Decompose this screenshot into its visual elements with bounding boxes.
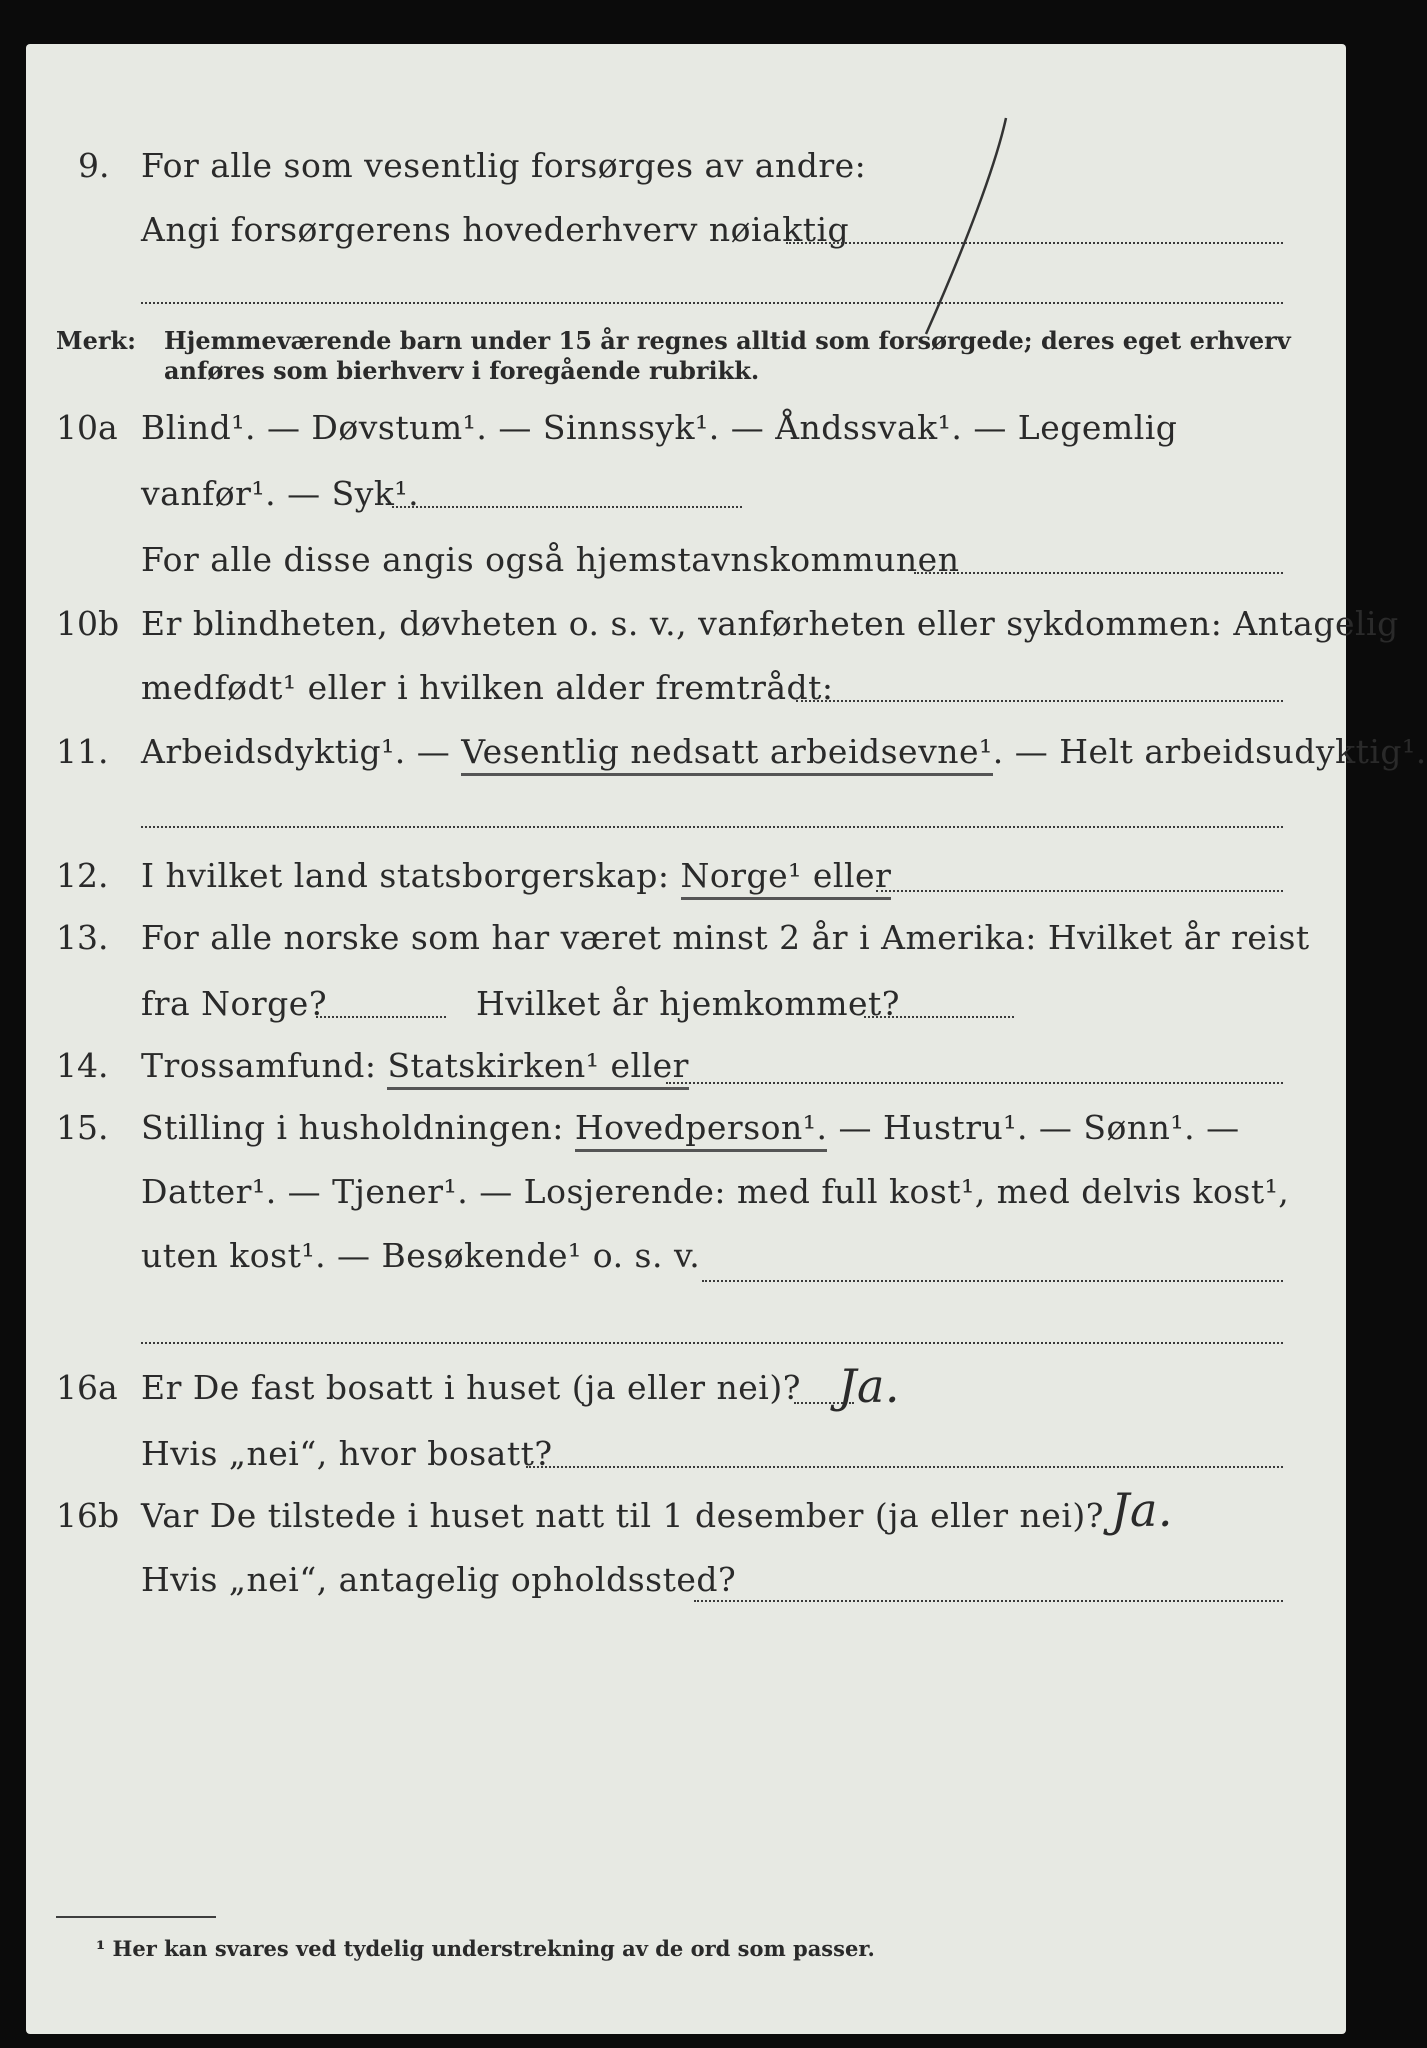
q15-number: 15. <box>56 1108 109 1147</box>
q13-reist-line <box>316 1016 446 1018</box>
q16a-line1: Er De fast bosatt i huset (ja eller nei)? <box>141 1368 801 1407</box>
q12-answer-line <box>876 890 1283 892</box>
q16b-line2: Hvis „nei“, antagelig opholdssted? <box>141 1560 737 1599</box>
q16a-line2: Hvis „nei“, hvor bosatt? <box>141 1434 553 1473</box>
q16a-handwritten-answer: Ja. <box>838 1359 900 1413</box>
merk-line2: anføres som bierhverv i foregående rubrikk. <box>164 356 760 385</box>
q16b-handwritten-answer: Ja. <box>1111 1483 1173 1537</box>
footnote-text: ¹ Her kan svares ved tydelig understrekning av de ord som passer. <box>96 1936 875 1961</box>
q15-line1 <box>141 1108 1240 1148</box>
q10b-line2: medfødt¹ eller i hvilken alder fremtrådt: <box>141 668 834 707</box>
q9-answer-line <box>786 242 1283 244</box>
q14-answer-line <box>666 1082 1283 1084</box>
q12-norge-underlined: Norge¹ eller <box>681 856 892 900</box>
q15-answer-line <box>702 1280 1283 1282</box>
form-page <box>26 44 1427 2034</box>
q15-answer-line-2 <box>141 1342 1283 1344</box>
q16b-line1: Var De tilstede i huset natt til 1 desember (ja eller nei)? <box>141 1496 1104 1535</box>
q16b-opholdssted-line <box>694 1600 1283 1602</box>
q13-number: 13. <box>56 918 109 957</box>
q9-line2: Angi forsørgerens hovederhverv nøiaktig <box>141 210 850 249</box>
q9-line1: For alle som vesentlig forsørges av andre: <box>141 146 867 185</box>
q10a-syk-line <box>392 506 742 508</box>
q11-answer-line <box>141 826 1283 828</box>
q11-opt-nedsatt-underlined: Vesentlig nedsatt arbeidsevne¹ <box>461 732 992 776</box>
q13-line2a: fra Norge? <box>141 984 328 1023</box>
q10b-answer-line <box>796 700 1283 702</box>
q10b-number: 10b <box>56 604 120 643</box>
q13-hjemkommet-line <box>864 1016 1014 1018</box>
q15-hovedperson-underlined: Hovedperson¹. <box>575 1108 828 1152</box>
q11-opt-arbeidsdyktig: Arbeidsdyktig¹. — <box>141 732 462 771</box>
q14-question: Trossamfund: <box>141 1046 388 1085</box>
q15-options: — Hustru¹. — Sønn¹. — <box>827 1108 1240 1147</box>
dash-mark-q9 <box>906 114 1026 354</box>
merk-label: Merk: <box>56 326 136 355</box>
q10b-line1: Er blindheten, døvheten o. s. v., vanførheten eller sykdommen: Antagelig <box>141 604 1399 643</box>
q16a-number: 16a <box>56 1368 118 1407</box>
q10a-hjemstavn-line <box>914 572 1283 574</box>
q10a-line3: For alle disse angis også hjemstavnskommunen <box>141 540 960 579</box>
q9-number: 9. <box>78 146 110 185</box>
q13-line1: For alle norske som har været minst 2 år i Amerika: Hvilket år reist <box>141 918 1310 957</box>
q16a-bosatt-line <box>526 1466 1283 1468</box>
q14-line <box>141 1046 689 1086</box>
q12-question: I hvilket land statsborgerskap: <box>141 856 681 895</box>
q10a-line2: vanfør¹. — Syk¹. <box>141 474 420 513</box>
q16b-number: 16b <box>56 1496 120 1535</box>
q10a-line1: Blind¹. — Døvstum¹. — Sinnssyk¹. — Åndssvak¹. — Legemlig <box>141 408 1178 447</box>
q11-number: 11. <box>56 732 109 771</box>
q9-answer-line-2 <box>141 302 1283 304</box>
q11-opt-udyktig: . — Helt arbeidsudyktig¹. <box>992 732 1427 771</box>
q14-statskirken-underlined: Statskirken¹ eller <box>387 1046 689 1090</box>
q15-question: Stilling i husholdningen: <box>141 1108 575 1147</box>
merk-line1: Hjemmeværende barn under 15 år regnes alltid som forsørgede; deres eget erhverv <box>164 326 1291 355</box>
q12-line <box>141 856 891 896</box>
footnote-rule <box>56 1916 216 1918</box>
q13-line2b: Hvilket år hjemkommet? <box>476 984 900 1023</box>
q12-number: 12. <box>56 856 109 895</box>
q10a-number: 10a <box>56 408 118 447</box>
q14-number: 14. <box>56 1046 109 1085</box>
q15-line2: Datter¹. — Tjener¹. — Losjerende: med full kost¹, med delvis kost¹, <box>141 1172 1290 1211</box>
q15-line3: uten kost¹. — Besøkende¹ o. s. v. <box>141 1236 701 1275</box>
q11-line <box>141 732 1427 772</box>
